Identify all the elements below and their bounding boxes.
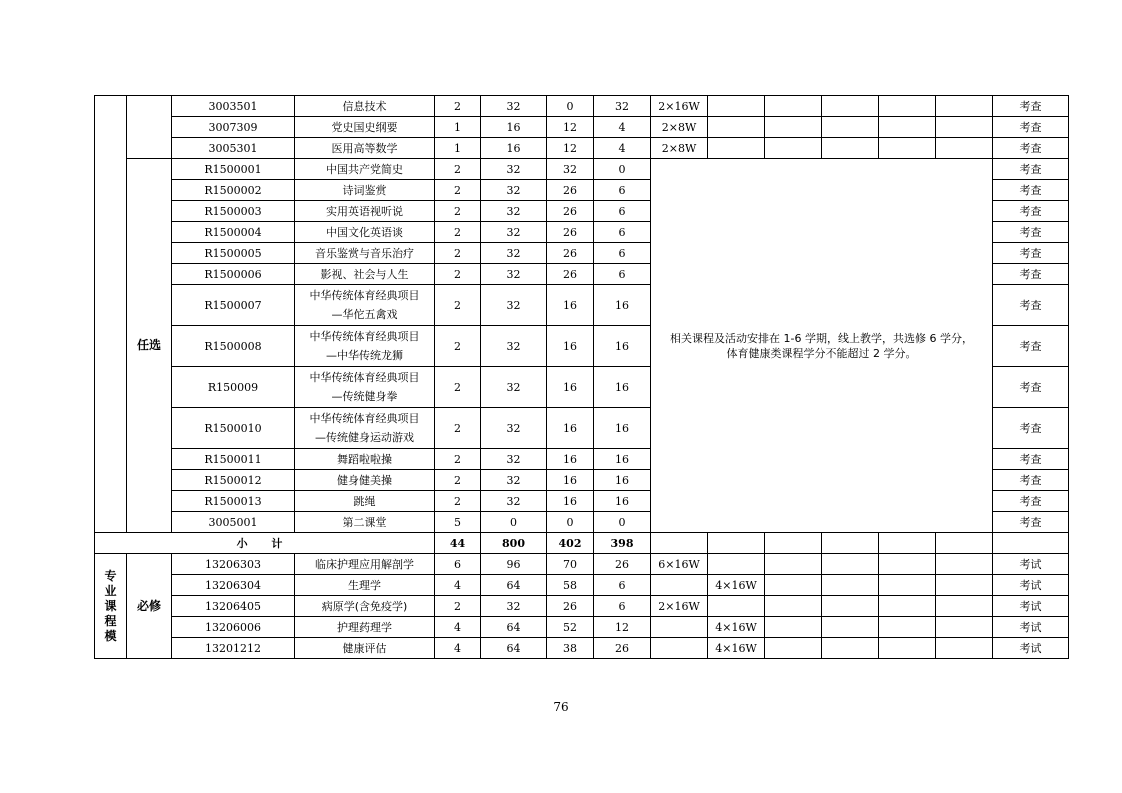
credit: 1: [435, 117, 481, 138]
total-hours: 32: [481, 367, 547, 408]
theory-hours: 16: [547, 491, 594, 512]
semester-2: [708, 554, 765, 575]
semester-2: 4×16W: [708, 638, 765, 659]
semester-4: [822, 575, 879, 596]
course-code: R1500003: [172, 201, 295, 222]
assessment: 考查: [993, 449, 1069, 470]
semester-1: 2×16W: [651, 96, 708, 117]
total-hours: 64: [481, 638, 547, 659]
course-name: 健康评估: [295, 638, 435, 659]
theory-hours: 26: [547, 201, 594, 222]
course-code: R1500013: [172, 491, 295, 512]
curriculum-table: [94, 95, 1069, 659]
category-cell: [95, 96, 127, 533]
course-code: 13206006: [172, 617, 295, 638]
course-code: 13206304: [172, 575, 295, 596]
credit: 6: [435, 554, 481, 575]
total-hours: 0: [481, 512, 547, 533]
theory-hours: 26: [547, 243, 594, 264]
course-code: R150009: [172, 367, 295, 408]
course-name: 实用英语视听说: [295, 201, 435, 222]
practice-hours: 6: [594, 596, 651, 617]
practice-hours: 26: [594, 554, 651, 575]
module-char: 模: [104, 628, 117, 643]
total-hours: 32: [481, 159, 547, 180]
assessment: 考试: [993, 554, 1069, 575]
assessment: 考试: [993, 596, 1069, 617]
course-code: R1500010: [172, 408, 295, 449]
credit: 1: [435, 138, 481, 159]
table-row: [95, 159, 1069, 180]
credit: 2: [435, 367, 481, 408]
assessment: 考查: [993, 264, 1069, 285]
total-hours: 32: [481, 470, 547, 491]
subtotal-total-hours: 800: [481, 533, 547, 554]
course-name: 临床护理应用解剖学: [295, 554, 435, 575]
semester-3: [765, 575, 822, 596]
credit: 2: [435, 96, 481, 117]
theory-hours: 26: [547, 264, 594, 285]
total-hours: 32: [481, 449, 547, 470]
semester-2: [708, 596, 765, 617]
practice-hours: 4: [594, 138, 651, 159]
assessment: 考查: [993, 326, 1069, 367]
course-name: 信息技术: [295, 96, 435, 117]
total-hours: 16: [481, 138, 547, 159]
practice-hours: 6: [594, 264, 651, 285]
semester-4: [822, 617, 879, 638]
total-hours: 32: [481, 222, 547, 243]
course-code: R1500006: [172, 264, 295, 285]
course-code: R1500002: [172, 180, 295, 201]
credit: 2: [435, 201, 481, 222]
theory-hours: 0: [547, 96, 594, 117]
practice-hours: 16: [594, 408, 651, 449]
semester-1: [651, 638, 708, 659]
credit: 2: [435, 491, 481, 512]
theory-hours: 16: [547, 285, 594, 326]
assessment: 考查: [993, 96, 1069, 117]
practice-hours: 6: [594, 201, 651, 222]
credit: 2: [435, 326, 481, 367]
theory-hours: 16: [547, 326, 594, 367]
semester-5: [879, 638, 936, 659]
table-row: [95, 117, 1069, 138]
semester-6: [936, 117, 993, 138]
subtotal-label: 小 计: [95, 533, 435, 554]
semester-6: [936, 96, 993, 117]
course-name: 护理药理学: [295, 617, 435, 638]
semester-2: 4×16W: [708, 575, 765, 596]
credit: 2: [435, 159, 481, 180]
assessment: 考查: [993, 159, 1069, 180]
practice-hours: 0: [594, 512, 651, 533]
course-code: R1500012: [172, 470, 295, 491]
credit: 2: [435, 285, 481, 326]
semester-6: [936, 575, 993, 596]
course-name: 跳绳: [295, 491, 435, 512]
semester-5: [879, 96, 936, 117]
assessment: 考查: [993, 470, 1069, 491]
course-code: 3005301: [172, 138, 295, 159]
credit: 2: [435, 408, 481, 449]
credit: 2: [435, 222, 481, 243]
assessment: [993, 533, 1069, 554]
course-name: 影视、社会与人生: [295, 264, 435, 285]
course-name: [295, 326, 435, 367]
subtotal-theory-hours: 402: [547, 533, 594, 554]
semester-4: [822, 96, 879, 117]
practice-hours: 6: [594, 575, 651, 596]
semester-4: [822, 638, 879, 659]
total-hours: 32: [481, 96, 547, 117]
practice-hours: 4: [594, 117, 651, 138]
theory-hours: 16: [547, 408, 594, 449]
assessment: 考查: [993, 138, 1069, 159]
subtotal-row: [95, 533, 1069, 554]
semester-4: [822, 554, 879, 575]
course-code: R1500005: [172, 243, 295, 264]
course-name: 舞蹈啦啦操: [295, 449, 435, 470]
course-name: [295, 408, 435, 449]
total-hours: 32: [481, 201, 547, 222]
assessment: 考查: [993, 180, 1069, 201]
subtotal-practice-hours: 398: [594, 533, 651, 554]
semester-5: [879, 138, 936, 159]
course-code: R1500001: [172, 159, 295, 180]
course-name-line-1: 中华传统体育经典项目: [309, 412, 420, 425]
credit: 2: [435, 449, 481, 470]
table-row: [95, 96, 1069, 117]
course-name: 音乐鉴赏与音乐治疗: [295, 243, 435, 264]
elective-note-line-1: 相关课程及活动安排在 1-6 学期，线上教学，共选修 6 学分，: [670, 331, 973, 345]
course-code: 13206405: [172, 596, 295, 617]
semester-1: 2×8W: [651, 138, 708, 159]
credit: 2: [435, 264, 481, 285]
practice-hours: 26: [594, 638, 651, 659]
total-hours: 64: [481, 617, 547, 638]
assessment: 考查: [993, 367, 1069, 408]
subtotal-credit: 44: [435, 533, 481, 554]
semester-6: [936, 638, 993, 659]
practice-hours: 16: [594, 367, 651, 408]
total-hours: 32: [481, 285, 547, 326]
total-hours: 16: [481, 117, 547, 138]
table-row: [95, 617, 1069, 638]
semester-5: [879, 117, 936, 138]
theory-hours: 16: [547, 470, 594, 491]
semester-3: [765, 554, 822, 575]
module-char: 业: [104, 583, 117, 598]
course-code: R1500008: [172, 326, 295, 367]
assessment: 考查: [993, 117, 1069, 138]
semester-3: [765, 638, 822, 659]
course-name-line-2: —传统健身拳: [331, 390, 398, 403]
total-hours: 32: [481, 596, 547, 617]
assessment: 考查: [993, 222, 1069, 243]
semester-3: [765, 96, 822, 117]
assessment: 考试: [993, 617, 1069, 638]
semester-5: [879, 533, 936, 554]
course-name: 中国共产党简史: [295, 159, 435, 180]
practice-hours: 16: [594, 285, 651, 326]
course-code: 3005001: [172, 512, 295, 533]
total-hours: 32: [481, 243, 547, 264]
course-code: R1500011: [172, 449, 295, 470]
course-code: 3003501: [172, 96, 295, 117]
theory-hours: 12: [547, 117, 594, 138]
semester-4: [822, 596, 879, 617]
semester-3: [765, 533, 822, 554]
assessment: 考查: [993, 243, 1069, 264]
semester-4: [822, 138, 879, 159]
total-hours: 32: [481, 264, 547, 285]
semester-3: [765, 596, 822, 617]
table-row: [95, 638, 1069, 659]
practice-hours: 0: [594, 159, 651, 180]
table-row: [95, 138, 1069, 159]
semester-3: [765, 617, 822, 638]
course-name: 病原学(含免疫学): [295, 596, 435, 617]
semester-5: [879, 617, 936, 638]
theory-hours: 16: [547, 449, 594, 470]
theory-hours: 38: [547, 638, 594, 659]
semester-1: 2×8W: [651, 117, 708, 138]
semester-6: [936, 617, 993, 638]
page-number: 76: [553, 700, 569, 714]
theory-hours: 12: [547, 138, 594, 159]
course-name: 中国文化英语谈: [295, 222, 435, 243]
course-name: 党史国史纲要: [295, 117, 435, 138]
semester-3: [765, 138, 822, 159]
assessment: 考查: [993, 408, 1069, 449]
practice-hours: 32: [594, 96, 651, 117]
theory-hours: 70: [547, 554, 594, 575]
course-name-line-1: 中华传统体育经典项目: [309, 330, 420, 343]
total-hours: 96: [481, 554, 547, 575]
semester-2: [708, 96, 765, 117]
practice-hours: 6: [594, 222, 651, 243]
course-name: 健身健美操: [295, 470, 435, 491]
total-hours: 32: [481, 180, 547, 201]
assessment: 考试: [993, 638, 1069, 659]
practice-hours: 6: [594, 180, 651, 201]
course-name-line-2: —中华传统龙狮: [326, 349, 403, 362]
theory-hours: 16: [547, 367, 594, 408]
semester-5: [879, 554, 936, 575]
module-char: 程: [104, 613, 117, 628]
total-hours: 32: [481, 408, 547, 449]
credit: 2: [435, 243, 481, 264]
course-name: 生理学: [295, 575, 435, 596]
practice-hours: 16: [594, 326, 651, 367]
course-name: [295, 367, 435, 408]
assessment: 考查: [993, 512, 1069, 533]
course-code: 13201212: [172, 638, 295, 659]
semester-6: [936, 138, 993, 159]
credit: 4: [435, 617, 481, 638]
theory-hours: 52: [547, 617, 594, 638]
required-label: 必修: [127, 554, 172, 659]
theory-hours: 32: [547, 159, 594, 180]
semester-1: [651, 575, 708, 596]
semester-3: [765, 117, 822, 138]
course-name-line-1: 中华传统体育经典项目: [309, 289, 420, 302]
total-hours: 64: [481, 575, 547, 596]
course-code: R1500004: [172, 222, 295, 243]
elective-note: [651, 159, 993, 533]
theory-hours: 0: [547, 512, 594, 533]
practice-hours: 16: [594, 470, 651, 491]
course-name-line-2: —华佗五禽戏: [331, 308, 398, 321]
total-hours: 32: [481, 326, 547, 367]
semester-1: [651, 533, 708, 554]
semester-1: 6×16W: [651, 554, 708, 575]
course-name: [295, 285, 435, 326]
total-hours: 32: [481, 491, 547, 512]
professional-module-label: [95, 554, 127, 659]
semester-6: [936, 596, 993, 617]
course-name-line-2: —传统健身运动游戏: [315, 431, 414, 444]
table-row: [95, 596, 1069, 617]
course-code: 3007309: [172, 117, 295, 138]
semester-2: [708, 117, 765, 138]
course-code: R1500007: [172, 285, 295, 326]
theory-hours: 58: [547, 575, 594, 596]
semester-1: [651, 617, 708, 638]
course-name: 诗词鉴赏: [295, 180, 435, 201]
semester-5: [879, 575, 936, 596]
table-row: [95, 575, 1069, 596]
semester-6: [936, 533, 993, 554]
module-char: 专: [104, 568, 117, 583]
semester-1: 2×16W: [651, 596, 708, 617]
credit: 5: [435, 512, 481, 533]
semester-6: [936, 554, 993, 575]
credit: 4: [435, 575, 481, 596]
course-name: 第二课堂: [295, 512, 435, 533]
table-row: [95, 554, 1069, 575]
elective-label: 任选: [127, 159, 172, 533]
credit: 4: [435, 638, 481, 659]
semester-5: [879, 596, 936, 617]
elective-note-line-2: 体育健康类课程学分不能超过 2 学分。: [726, 346, 917, 360]
semester-2: [708, 533, 765, 554]
semester-2: 4×16W: [708, 617, 765, 638]
theory-hours: 26: [547, 596, 594, 617]
credit: 2: [435, 470, 481, 491]
semester-4: [822, 117, 879, 138]
practice-hours: 12: [594, 617, 651, 638]
module-char: 课: [104, 598, 117, 613]
theory-hours: 26: [547, 222, 594, 243]
credit: 2: [435, 180, 481, 201]
course-name-line-1: 中华传统体育经典项目: [309, 371, 420, 384]
course-code: 13206303: [172, 554, 295, 575]
course-name: 医用高等数学: [295, 138, 435, 159]
assessment: 考查: [993, 491, 1069, 512]
subcategory-cell: [127, 96, 172, 159]
assessment: 考查: [993, 285, 1069, 326]
semester-2: [708, 138, 765, 159]
practice-hours: 6: [594, 243, 651, 264]
credit: 2: [435, 596, 481, 617]
practice-hours: 16: [594, 491, 651, 512]
theory-hours: 26: [547, 180, 594, 201]
assessment: 考试: [993, 575, 1069, 596]
assessment: 考查: [993, 201, 1069, 222]
practice-hours: 16: [594, 449, 651, 470]
semester-4: [822, 533, 879, 554]
